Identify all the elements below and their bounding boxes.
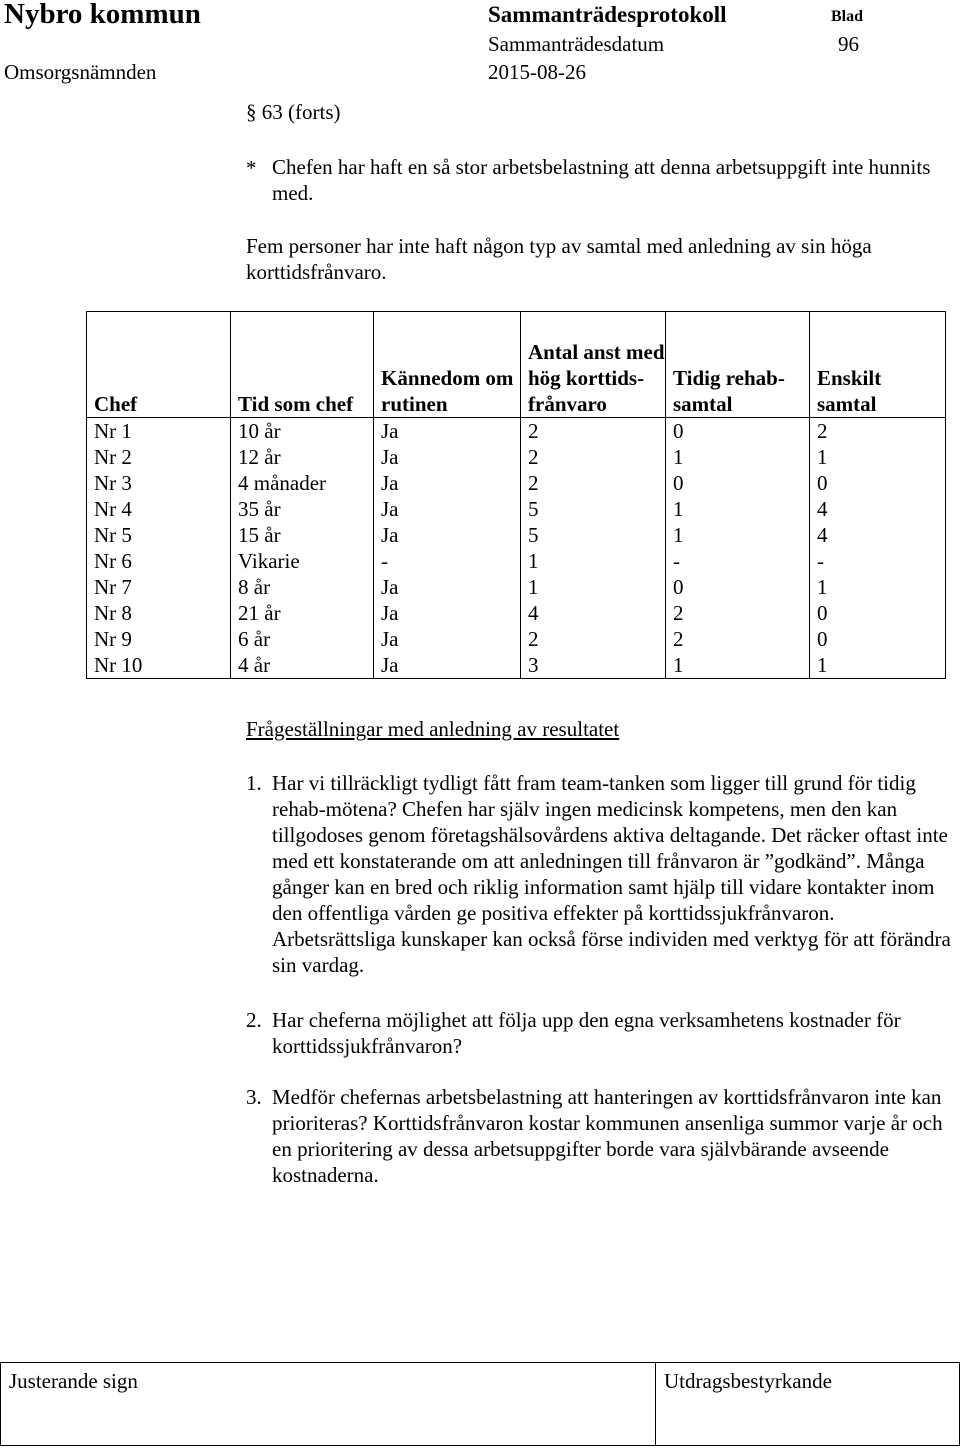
table-cell: 1 [810, 652, 946, 679]
table-cell: Ja [374, 626, 521, 652]
table-cell: 1 [810, 444, 946, 470]
followup-text: Fem personer har inte haft någon typ av samtal med anledning av sin höga korttidsfrånvaro. [246, 234, 872, 284]
table-cell: 2 [521, 470, 666, 496]
table-cell: - [666, 548, 810, 574]
question-text: Har cheferna möjlighet att följa upp den egna verksamhetens kostnader för korttidssjukfrånvaron? [272, 1008, 901, 1058]
table-row [87, 600, 946, 626]
question-text: Har vi tillräckligt tydligt fått fram team-tanken som ligger till grund för tidig rehab-mötena? Chefen har själv ingen medicinsk kompetens, men den kan tillgodoses genom företagshälsovårdens aktiva deltagande. Det räcker oftast inte med ett konstaterande om att anledningen till frånvaron är ”godkänd”. Många gånger kan en bred och riklig information samt hjälp till vidare kontakter inom den offentliga vården ge positiva effekter på korttidssjukfrånvaron. Arbetsrättsliga kunskaper kan också förse individen med verktyg för att förändra sin vardag. [272, 771, 951, 977]
table-row [87, 626, 946, 652]
table-cell: 1 [810, 574, 946, 600]
table-cell: 4 [810, 496, 946, 522]
table-body [87, 418, 946, 679]
table-row [87, 496, 946, 522]
meeting-date-label: Sammanträdesdatum [488, 32, 665, 56]
table-cell: Nr 4 [87, 496, 231, 522]
table-cell: 21 år [231, 600, 374, 626]
table-cell: Ja [374, 522, 521, 548]
table-cell: 35 år [231, 496, 374, 522]
table-cell: 12 år [231, 444, 374, 470]
table-cell: 4 år [231, 652, 374, 679]
table-cell: 0 [810, 626, 946, 652]
table-cell: 8 år [231, 574, 374, 600]
table-cell: Ja [374, 652, 521, 679]
table-cell: 4 månader [231, 470, 374, 496]
table-cell: 1 [666, 652, 810, 679]
table-cell: 2 [666, 600, 810, 626]
table-cell: Nr 10 [87, 652, 231, 679]
table-cell: 2 [810, 418, 946, 445]
table-cell: Ja [374, 444, 521, 470]
table-cell: - [374, 548, 521, 574]
table-cell: 0 [810, 470, 946, 496]
manager-table [86, 311, 946, 679]
bullet-asterisk-icon: * [246, 156, 257, 180]
table-cell: Ja [374, 418, 521, 445]
question-text: Medför chefernas arbetsbelastning att hanteringen av korttidsfrånvaron inte kan prioriteras? Korttidsfrånvaron kostar kommunen ansenliga summor varje år och en prioritering av dessa arbetsuppgifter borde vara självbärande avseende kostnaderna. [272, 1085, 943, 1187]
page-label: Blad [831, 8, 864, 25]
table-header-row [87, 312, 946, 418]
table-cell: 0 [666, 574, 810, 600]
table-cell: 2 [666, 626, 810, 652]
table-cell: 15 år [231, 522, 374, 548]
table-cell: 0 [666, 470, 810, 496]
table-row [87, 522, 946, 548]
table-cell: 2 [521, 444, 666, 470]
extract-box [656, 1362, 960, 1446]
table-cell: 5 [521, 496, 666, 522]
table-cell: - [810, 548, 946, 574]
table-cell: Nr 5 [87, 522, 231, 548]
signature-footer [0, 1362, 960, 1442]
table-cell: 2 [521, 418, 666, 445]
table-row [87, 652, 946, 679]
extract-label: Utdragsbestyrkande [664, 1369, 832, 1393]
table-cell: 10 år [231, 418, 374, 445]
question-number: 3. [246, 1085, 262, 1109]
table-cell: 3 [521, 652, 666, 679]
table-cell: 2 [521, 626, 666, 652]
table-cell: Nr 1 [87, 418, 231, 445]
paragraph-number: § 63 (forts) [246, 100, 341, 124]
table-cell: 6 år [231, 626, 374, 652]
table-cell: 5 [521, 522, 666, 548]
table-cell: 0 [666, 418, 810, 445]
table-row [87, 418, 946, 445]
questions-heading: Frågeställningar med anledning av resultatet [246, 717, 620, 741]
table-cell: Ja [374, 470, 521, 496]
table-header-cell: Tidig rehab-samtal [666, 312, 810, 418]
table-cell: Nr 9 [87, 626, 231, 652]
table-cell: 1 [666, 444, 810, 470]
table-header-cell: Kännedom om rutinen [374, 312, 521, 418]
table-cell: 1 [521, 574, 666, 600]
question-number: 1. [246, 771, 262, 795]
table-row [87, 470, 946, 496]
table-header-cell: Enskilt samtal [810, 312, 946, 418]
table-cell: Nr 6 [87, 548, 231, 574]
committee-name: Omsorgsnämnden [4, 60, 157, 84]
table-cell: 0 [810, 600, 946, 626]
organization-name: Nybro kommun [4, 0, 201, 30]
table-cell: Ja [374, 496, 521, 522]
table-header-cell: Chef [87, 312, 231, 418]
table-cell: Ja [374, 600, 521, 626]
table-row [87, 548, 946, 574]
table-cell: Ja [374, 574, 521, 600]
table-cell: 1 [666, 496, 810, 522]
table-cell: 1 [521, 548, 666, 574]
table-cell: Nr 3 [87, 470, 231, 496]
table-header-cell: Antal anst med hög korttids-frånvaro [521, 312, 666, 418]
page-number: 96 [838, 32, 859, 56]
question-number: 2. [246, 1008, 262, 1032]
table-cell: 4 [521, 600, 666, 626]
table-cell: Nr 8 [87, 600, 231, 626]
document-title: Sammanträdesprotokoll [488, 2, 727, 27]
table-row [87, 574, 946, 600]
table-cell: 4 [810, 522, 946, 548]
bullet-text: Chefen har haft en så stor arbetsbelastning att denna arbetsuppgift inte hunnits med. [272, 155, 931, 205]
table-cell: Nr 2 [87, 444, 231, 470]
table-cell: 1 [666, 522, 810, 548]
meeting-date: 2015-08-26 [488, 60, 586, 84]
table-header-cell: Tid som chef [231, 312, 374, 418]
table-cell: Vikarie [231, 548, 374, 574]
signature-box [0, 1362, 656, 1446]
table-row [87, 444, 946, 470]
sign-label: Justerande sign [9, 1369, 138, 1393]
table-cell: Nr 7 [87, 574, 231, 600]
